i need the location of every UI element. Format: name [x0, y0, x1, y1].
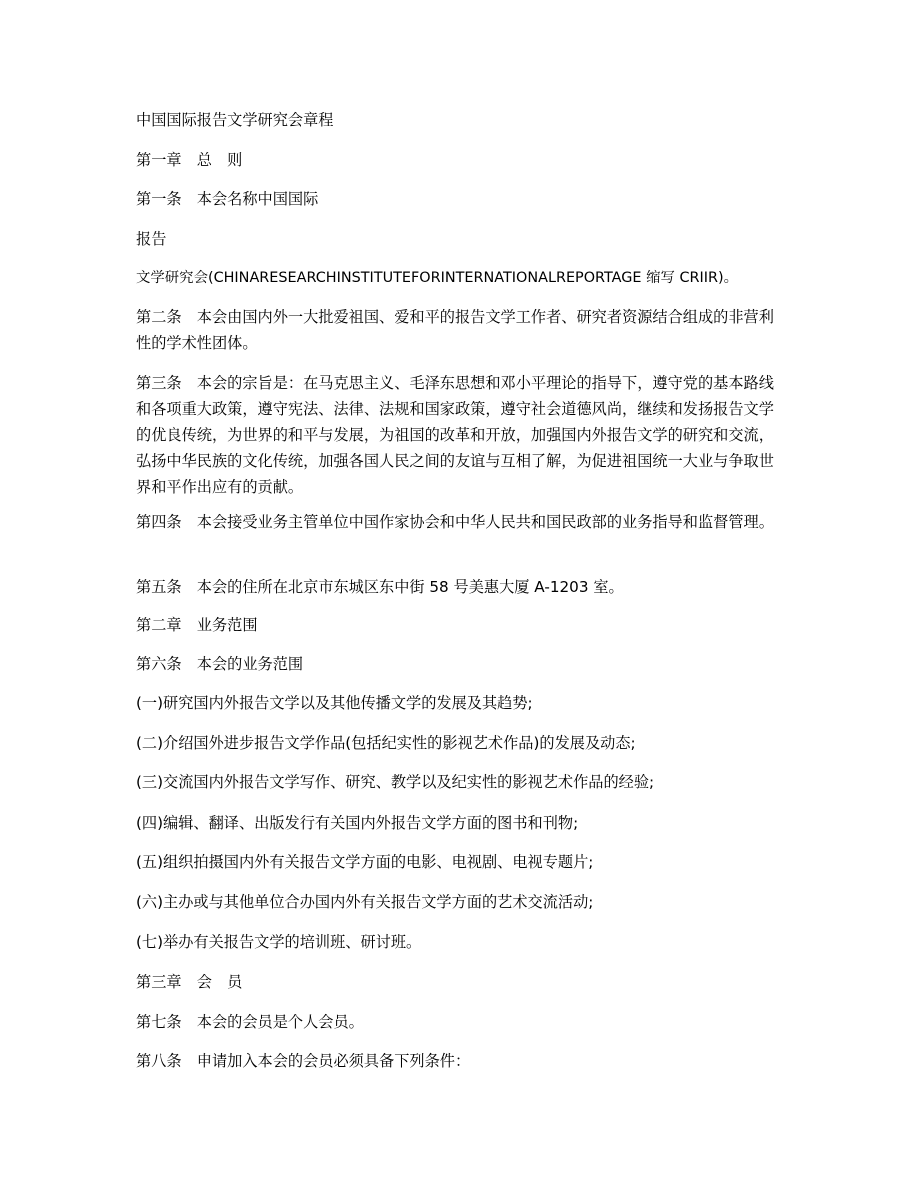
- chapter-heading-3: 第三章 会 员: [136, 973, 243, 991]
- article-8: 第八条 申请加入本会的会员必须具备下列条件：: [136, 1052, 471, 1070]
- scope-item-4: (四)编辑、翻译、出版发行有关国内外报告文学方面的图书和刊物;: [136, 814, 579, 832]
- article-3: 第三条 本会的宗旨是：在马克思主义、毛泽东思想和邓小平理论的指导下，遵守党的基本路线和各项重大政策，遵守宪法、法律、法规和国家政策，遵守社会道德风尚，继续和发扬报告文学的优良传统，为世界的和平与发展，为祖国的改革和开放，加强国内外报告文学的研究和交流，弘扬中华民族的文化传统，加强各国人民之间的友谊与互相了解，为促进祖国统一大业与争取世界和平作出应有的贡献。: [136, 374, 774, 496]
- article-2: 第二条 本会由国内外一大批爱祖国、爱和平的报告文学工作者、研究者资源结合组成的非营利性的学术性团体。: [136, 308, 774, 352]
- article-6: 第六条 本会的业务范围: [136, 655, 304, 673]
- scope-item-3: (三)交流国内外报告文学写作、研究、教学以及纪实性的影视艺术作品的经验;: [136, 773, 655, 791]
- article-1-line-2: 报告: [136, 230, 167, 248]
- article-5: 第五条 本会的住所在北京市东城区东中街 58 号美惠大厦 A-1203 室。: [136, 578, 624, 596]
- scope-item-6: (六)主办或与其他单位合办国内外有关报告文学方面的艺术交流活动;: [136, 893, 594, 911]
- article-7: 第七条 本会的会员是个人会员。: [136, 1013, 364, 1031]
- scope-item-5: (五)组织拍摄国内外有关报告文学方面的电影、电视剧、电视专题片;: [136, 853, 594, 871]
- scope-item-7: (七)举办有关报告文学的培训班、研讨班。: [136, 933, 422, 951]
- article-1-line-3: 文学研究会(CHINARESEARCHINSTITUTEFORINTERNATIONALREPORTAGE 缩写 CRIIR)。: [136, 270, 738, 286]
- document-title: 中国国际报告文学研究会章程: [136, 111, 334, 129]
- chapter-heading-1: 第一章 总 则: [136, 151, 243, 169]
- chapter-heading-2: 第二章 业务范围: [136, 616, 258, 634]
- article-1-line-1: 第一条 本会名称中国国际: [136, 190, 319, 208]
- article-4: 第四条 本会接受业务主管单位中国作家协会和中华人民共和国民政部的业务指导和监督管理。: [136, 513, 774, 531]
- scope-item-1: (一)研究国内外报告文学以及其他传播文学的发展及其趋势;: [136, 694, 533, 712]
- scope-item-2: (二)介绍国外进步报告文学作品(包括纪实性的影视艺术作品)的发展及动态;: [136, 734, 636, 752]
